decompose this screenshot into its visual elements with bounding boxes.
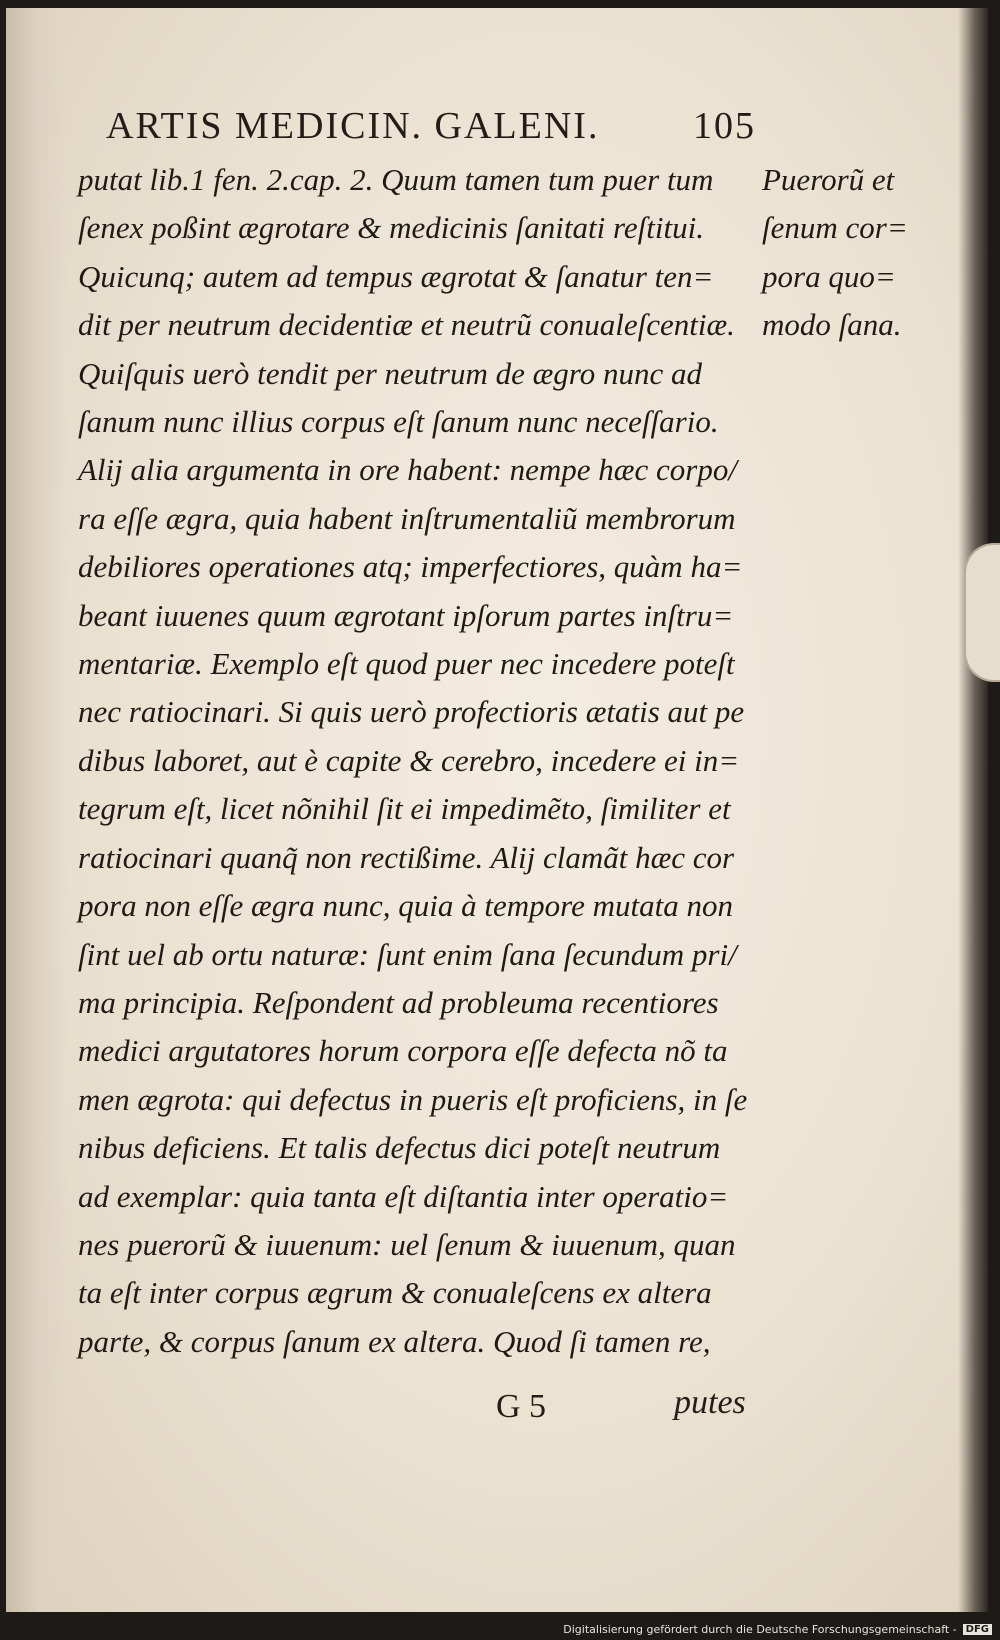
text-line: dit per neutrum decidentiæ et neutrũ conualeſcentiæ. <box>78 307 735 343</box>
signature-mark: G 5 <box>496 1388 547 1425</box>
text-line: ta eſt inter corpus ægrum & conualeſcens ex altera <box>78 1275 712 1311</box>
page-gutter <box>6 8 68 1612</box>
text-line: parte, & corpus ſanum ex altera. Quod ſi tamen re, <box>78 1323 711 1359</box>
catchword: putes <box>674 1384 746 1421</box>
text-line: nes puerorũ & iuuenum: uel ſenum & iuuenum, quan <box>78 1226 736 1262</box>
text-line: ma principia. Reſpondent ad probleuma recentiores <box>78 984 719 1020</box>
book-page <box>6 8 982 1612</box>
text-line: nibus deficiens. Et talis defectus dici poteſt neutrum <box>78 1130 721 1166</box>
text-line: ſenex poßint ægrotare & medicinis ſanitati reſtitui. <box>78 210 704 246</box>
credit-text: Digitalisierung gefördert durch die Deutsche Forschungsgemeinschaft - <box>563 1622 957 1636</box>
text-line: nec ratiocinari. Si quis uerò profectioris ætatis aut pe <box>78 694 745 730</box>
text-line: tegrum eſt, licet nõnihil ſit ei impedimẽto, ſimiliter et <box>78 791 731 827</box>
text-line: pora non eſſe ægra nunc, quia à tempore mutata non <box>78 888 733 924</box>
page-tab <box>964 543 1000 682</box>
text-line: ſanum nunc illius corpus eſt ſanum nunc neceſſario. <box>78 404 719 440</box>
running-header <box>106 104 756 150</box>
marginal-note <box>762 156 932 350</box>
text-line: men ægrota: qui defectus in pueris eſt proficiens, in ſe <box>78 1081 748 1117</box>
page-number: 105 <box>693 105 756 147</box>
margin-note-line: Puerorũ et <box>762 162 895 197</box>
text-line: putat lib.1 fen. 2.cap. 2. Quum tamen tum puer tum <box>78 162 714 197</box>
margin-note-line: ſenum cor= <box>762 210 908 246</box>
dfg-logo: DFG <box>963 1624 992 1635</box>
text-line: Quiſquis uerò tendit per neutrum de ægro nunc ad <box>78 355 702 391</box>
text-line: debiliores operationes atq; imperfectiores, quàm ha= <box>78 549 743 585</box>
text-line: Alij alia argumenta in ore habent: nempe hæc corpo/ <box>78 452 737 488</box>
margin-note-line: pora quo= <box>762 258 896 294</box>
text-line: ratiocinari quanq̃ non rectißime. Alij clamãt hæc cor <box>78 839 735 875</box>
page-edge-shadow <box>958 8 988 1612</box>
text-line: dibus laboret, aut è capite & cerebro, incedere ei in= <box>78 742 740 778</box>
main-text-block <box>78 156 764 1366</box>
text-line: Quicunq; autem ad tempus ægrotat & ſanatur ten= <box>78 258 714 294</box>
margin-note-line: modo ſana. <box>762 307 902 343</box>
digitization-credit <box>563 1620 992 1638</box>
text-line: ra eſſe ægra, quia habent inſtrumentaliũ membrorum <box>78 500 736 536</box>
text-line: beant iuuenes quum ægrotant ipſorum partes inſtru= <box>78 597 734 633</box>
text-line: mentariæ. Exemplo eſt quod puer nec incedere poteſt <box>78 646 735 682</box>
text-line: ſint uel ab ortu naturæ: ſunt enim ſana ſecundum pri/ <box>78 936 737 972</box>
text-line: medici argutatores horum corpora eſſe defecta nõ ta <box>78 1033 728 1069</box>
running-title: ARTIS MEDICIN. GALENI. <box>106 105 600 147</box>
text-line: ad exemplar: quia tanta eſt diſtantia inter operatio= <box>78 1178 729 1214</box>
